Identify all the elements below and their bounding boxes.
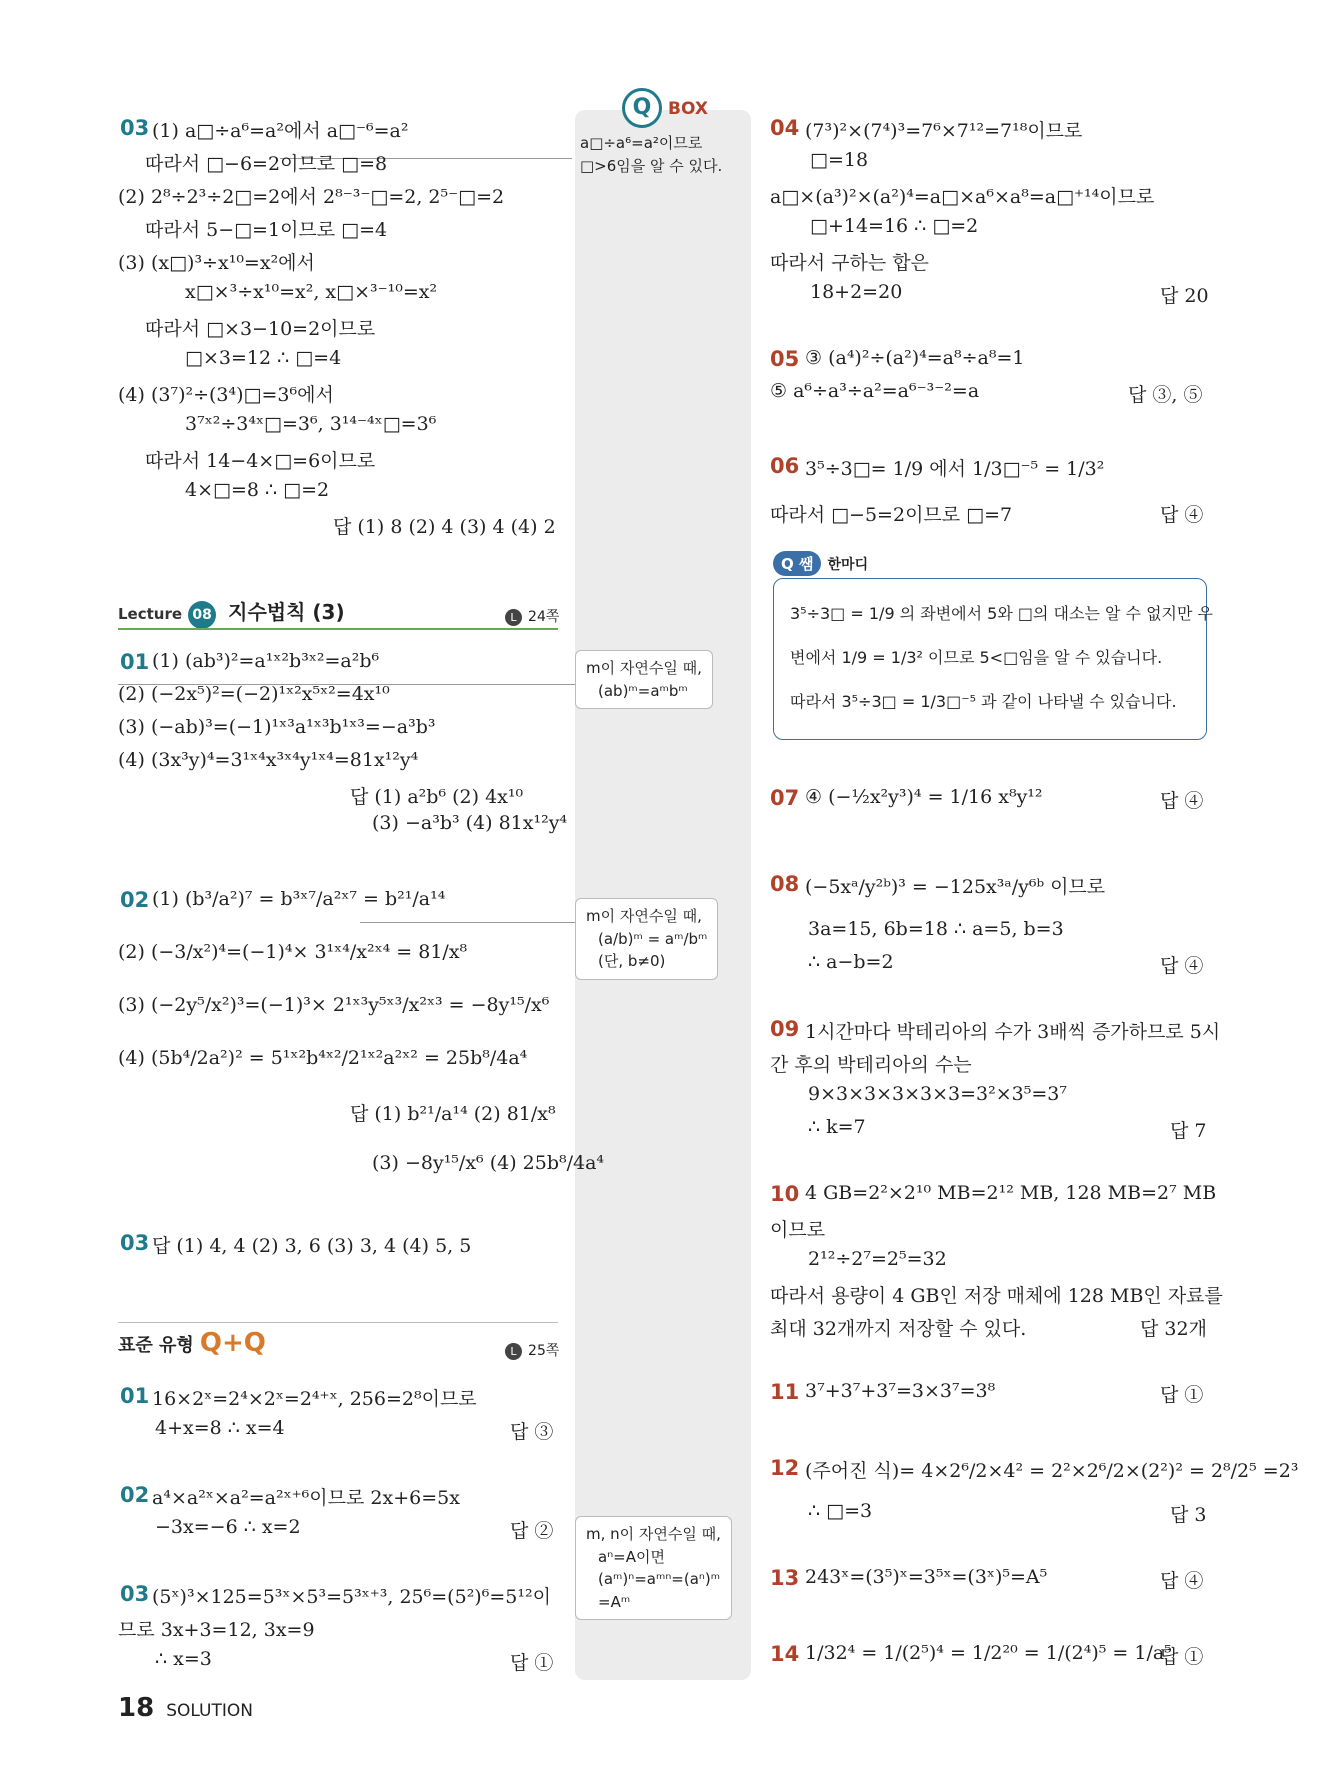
note-line: =Aᵐ — [598, 1592, 631, 1611]
problem-number: 14 — [770, 1642, 800, 1666]
page-number: 18 — [118, 1693, 155, 1723]
solution-line: (1) (b³/a²)⁷ = b³ˣ⁷/a²ˣ⁷ = b²¹/a¹⁴ — [152, 888, 446, 910]
solution-line: 18+2=20 — [810, 281, 903, 303]
solution-line: 답 ② — [510, 1520, 554, 1542]
solution-line: 답 7 — [1170, 1120, 1207, 1142]
solution-line: 따라서 □−5=2이므로 □=7 — [770, 504, 1013, 526]
problem-number: 05 — [770, 347, 800, 371]
note-line: (단, b≠0) — [598, 952, 666, 970]
solution-line: 16×2ˣ=2⁴×2ˣ=2⁴⁺ˣ, 256=2⁸이므로 — [152, 1388, 477, 1410]
solution-line: ∴ □=3 — [808, 1500, 873, 1522]
solution-line: 2¹²÷2⁷=2⁵=32 — [808, 1248, 947, 1270]
solution-line: (2) 2⁸÷2³÷2□=2에서 2⁸⁻³⁻□=2, 2⁵⁻□=2 — [118, 186, 505, 208]
solution-line: 1시간마다 박테리아의 수가 3배씩 증가하므로 5시 — [805, 1021, 1221, 1043]
solution-line: □=18 — [810, 149, 869, 171]
lecture-tag: Lecture — [118, 605, 183, 623]
solution-line: (4) (3x³y)⁴=3¹ˣ⁴x³ˣ⁴y¹ˣ⁴=81x¹²y⁴ — [118, 749, 419, 771]
solution-line: □×3=12 ∴ □=4 — [185, 347, 342, 369]
note-line: m, n이 자연수일 때, — [586, 1525, 721, 1543]
solution-line: x□×³÷x¹⁰=x², x□×³⁻¹⁰=x² — [185, 281, 438, 303]
solution-line: a⁴×a²ˣ×a²=a²ˣ⁺⁶이므로 2x+6=5x — [152, 1487, 460, 1509]
solution-line: −3x=−6 ∴ x=2 — [155, 1516, 301, 1538]
qssam-suffix: 한마디 — [827, 557, 869, 573]
solution-line: (주어진 식)= 4×2⁶/2×4² = 2²×2⁶/2×(2²)² = 2⁸/2⁵ =2³ — [805, 1460, 1299, 1482]
problem-number: 02 — [120, 888, 150, 912]
problem-number: 03 — [120, 1582, 150, 1606]
solution-line: (3) (−2y⁵/x²)³=(−1)³× 2¹ˣ³y⁵ˣ³/x²ˣ³ = −8y¹⁵/x⁶ — [118, 994, 550, 1016]
solution-line: 4+x=8 ∴ x=4 — [155, 1417, 285, 1439]
footer-label: SOLUTION — [166, 1701, 253, 1721]
problem-number: 03 — [120, 116, 150, 140]
solution-line: 따라서 용량이 4 GB인 저장 매체에 128 MB인 자료를 — [770, 1285, 1223, 1307]
problem-number: 09 — [770, 1017, 800, 1041]
solution-line: (4) (5b⁴/2a²)² = 5¹ˣ²b⁴ˣ²/2¹ˣ²a²ˣ² = 25b⁸/4a⁴ — [118, 1047, 528, 1069]
solution-line: 므로 3x+3=12, 3x=9 — [118, 1619, 315, 1641]
standard-title: 표준 유형 — [118, 1335, 194, 1356]
solution-line: (3) (x□)³÷x¹⁰=x²에서 — [118, 252, 315, 274]
tip-line: 변에서 1/9 = 1/3² 이므로 5<□임을 알 수 있습니다. — [790, 648, 1163, 667]
solution-line: 1/32⁴ = 1/(2⁵)⁴ = 1/2²⁰ = 1/(2⁴)⁵ = 1/a⁵ — [805, 1642, 1172, 1664]
solution-line: (1) a□÷a⁶=a²에서 a□⁻⁶=a² — [152, 120, 409, 142]
solution-line: 답 ① — [1160, 1384, 1204, 1406]
qbox-note — [575, 650, 713, 709]
connector-line — [360, 922, 575, 923]
problem-number: 07 — [770, 786, 800, 810]
qbox-note — [575, 1516, 732, 1620]
lecture-header — [118, 596, 345, 629]
solution-line: (1) (ab³)²=a¹ˣ²b³ˣ²=a²b⁶ — [152, 650, 380, 672]
solution-line: (7³)²×(7⁴)³=7⁶×7¹²=7¹⁸이므로 — [805, 120, 1083, 142]
solution-line: 답 ① — [1160, 1646, 1204, 1668]
standard-divider — [118, 1322, 558, 1323]
solution-line: 이므로 — [770, 1219, 826, 1241]
solution-line: 답 ④ — [1160, 790, 1204, 812]
solution-line: 9×3×3×3×3×3=3²×3⁵=3⁷ — [808, 1083, 1068, 1105]
problem-number: 08 — [770, 872, 800, 896]
qssam-header — [773, 551, 868, 576]
problem-number: 03 — [120, 1231, 150, 1255]
solution-line: 따라서 5−□=1이므로 □=4 — [145, 219, 388, 241]
solution-line: (3) (−ab)³=(−1)¹ˣ³a¹ˣ³b¹ˣ³=−a³b³ — [118, 716, 436, 738]
problem-number: 02 — [120, 1483, 150, 1507]
page-ref-icon: L — [505, 1343, 522, 1360]
solution-line: ∴ k=7 — [808, 1116, 866, 1138]
solution-line: ④ (−½x²y³)⁴ = 1/16 x⁸y¹² — [805, 786, 1043, 808]
lecture-number: 08 — [188, 601, 216, 629]
solution-line: ③ (a⁴)²÷(a²)⁴=a⁸÷a⁸=1 — [805, 347, 1025, 369]
solution-line: ∴ a−b=2 — [808, 951, 894, 973]
problem-number: 11 — [770, 1380, 800, 1404]
solution-line: 따라서 □×3−10=2이므로 — [145, 318, 376, 340]
qq-logo-icon: Q+Q — [199, 1328, 266, 1358]
page-ref-text: 24쪽 — [528, 609, 560, 625]
solution-line: (2) (−3/x²)⁴=(−1)⁴× 3¹ˣ⁴/x²ˣ⁴ = 81/x⁸ — [118, 941, 468, 963]
solution-line: 답 (1) 4, 4 (2) 3, 6 (3) 3, 4 (4) 5, 5 — [152, 1235, 472, 1257]
page-ref-icon: L — [505, 609, 522, 626]
note-line: (a/b)ᵐ = aᵐ/bᵐ — [598, 929, 708, 948]
solution-line: ⑤ a⁶÷a³÷a²=a⁶⁻³⁻²=a — [770, 380, 980, 402]
solution-line: 답 20 — [1160, 285, 1209, 307]
note-line: (aᵐ)ⁿ=aᵐⁿ=(aⁿ)ᵐ — [598, 1570, 721, 1588]
note-line: aⁿ=A이면 — [598, 1547, 665, 1566]
solution-line: 답 ④ — [1160, 504, 1204, 526]
problem-number: 12 — [770, 1456, 800, 1480]
solution-line: 간 후의 박테리아의 수는 — [770, 1054, 972, 1076]
solution-line: 답 (1) 8 (2) 4 (3) 4 (4) 2 — [333, 516, 556, 538]
qbox-note — [580, 132, 722, 177]
note-line: □>6임을 알 수 있다. — [580, 156, 723, 175]
lecture-page-ref — [505, 604, 559, 626]
solution-line: 답 ① — [510, 1652, 554, 1674]
solution-line: 답 ④ — [1160, 1570, 1204, 1592]
solution-line: 답 32개 — [1140, 1318, 1207, 1340]
problem-number: 01 — [120, 1384, 150, 1408]
lecture-underline — [118, 628, 558, 630]
solution-line: (5ˣ)³×125=5³ˣ×5³=5³ˣ⁺³, 25⁶=(5²)⁶=5¹²이 — [152, 1586, 551, 1608]
solution-line: (2) (−2x⁵)²=(−2)¹ˣ²x⁵ˣ²=4x¹⁰ — [118, 683, 390, 705]
tip-box — [773, 578, 1213, 740]
solution-line: 답 3 — [1170, 1504, 1207, 1526]
note-line: m이 자연수일 때, — [586, 907, 702, 925]
solution-line: 답 ③, ⑤ — [1128, 384, 1203, 406]
note-line: a□÷a⁶=a²이므로 — [580, 134, 703, 152]
solution-line: 3⁷ˣ²÷3⁴ˣ□=3⁶, 3¹⁴⁻⁴ˣ□=3⁶ — [185, 413, 437, 435]
problem-number: 13 — [770, 1566, 800, 1590]
solution-line: 따라서 □−6=2이므로 □=8 — [145, 153, 388, 175]
qbox-logo — [622, 88, 708, 128]
solution-line: a□×(a³)²×(a²)⁴=a□×a⁶×a⁸=a□⁺¹⁴이므로 — [770, 186, 1155, 208]
problem-number: 04 — [770, 116, 800, 140]
solution-line: 따라서 구하는 합은 — [770, 252, 929, 274]
standard-header — [118, 1328, 266, 1358]
qbox-q-icon: Q — [622, 88, 662, 128]
solution-line: 답 ④ — [1160, 955, 1204, 977]
note-line: m이 자연수일 때, — [586, 659, 702, 677]
problem-number: 10 — [770, 1182, 800, 1206]
solution-line: 4×□=8 ∴ □=2 — [185, 479, 330, 501]
page-ref-text: 25쪽 — [528, 1343, 560, 1359]
solution-line: 답 ③ — [510, 1421, 554, 1443]
solution-line: 3⁷+3⁷+3⁷=3×3⁷=3⁸ — [805, 1380, 996, 1402]
problem-number: 01 — [120, 650, 150, 674]
qssam-icon: Q 쌤 — [773, 551, 821, 576]
solution-line: (−5xᵃ/y²ᵇ)³ = −125x³ᵃ/y⁶ᵇ 이므로 — [805, 876, 1106, 898]
solution-line: (4) (3⁷)²÷(3⁴)□=3⁶에서 — [118, 384, 334, 406]
qbox-column — [575, 110, 751, 1680]
solution-line: ∴ x=3 — [155, 1648, 212, 1670]
solution-line: 답 (1) a²b⁶ (2) 4x¹⁰ — [350, 786, 524, 808]
solution-line: (3) −a³b³ (4) 81x¹²y⁴ — [372, 812, 568, 834]
solution-line: 따라서 14−4×□=6이므로 — [145, 450, 376, 472]
standard-page-ref — [505, 1338, 559, 1360]
solution-line: 답 (1) b²¹/a¹⁴ (2) 81/x⁸ — [350, 1103, 556, 1125]
footer — [118, 1693, 253, 1723]
note-line: (ab)ᵐ=aᵐbᵐ — [598, 681, 688, 700]
tip-line: 3⁵÷3□ = 1/9 의 좌변에서 5와 □의 대소는 알 수 없지만 우 — [790, 604, 1213, 623]
tip-line: 따라서 3⁵÷3□ = 1/3□⁻⁵ 과 같이 나타낼 수 있습니다. — [790, 692, 1177, 711]
solution-line: (3) −8y¹⁵/x⁶ (4) 25b⁸/4a⁴ — [372, 1152, 605, 1174]
solution-line: 최대 32개까지 저장할 수 있다. — [770, 1318, 1027, 1340]
solution-line: □+14=16 ∴ □=2 — [810, 215, 979, 237]
solution-line: 3a=15, 6b=18 ∴ a=5, b=3 — [808, 918, 1064, 940]
lecture-title: 지수법칙 (3) — [228, 600, 345, 624]
solution-line: 243ˣ=(3⁵)ˣ=3⁵ˣ=(3ˣ)⁵=A⁵ — [805, 1566, 1048, 1588]
qbox-note — [575, 898, 718, 980]
solution-line: 3⁵÷3□= 1/9 에서 1/3□⁻⁵ = 1/3² — [805, 458, 1105, 480]
problem-number: 06 — [770, 454, 800, 478]
solution-line: 4 GB=2²×2¹⁰ MB=2¹² MB, 128 MB=2⁷ MB — [805, 1182, 1217, 1204]
qbox-label: BOX — [668, 99, 708, 119]
